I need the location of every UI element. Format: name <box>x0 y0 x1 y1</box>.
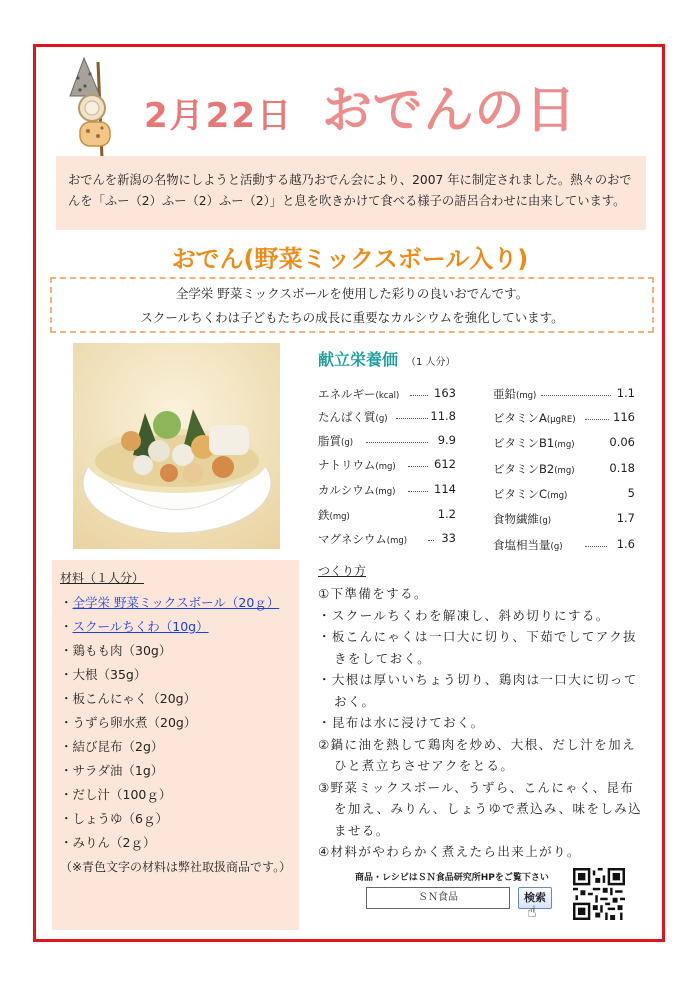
search-input[interactable]: ＳＮ食品 <box>366 887 510 909</box>
nutrient-value: 116 <box>613 410 635 424</box>
ingredients-header: 材料（１人分） <box>60 571 145 585</box>
ingredient-item[interactable]: ・スクールちくわ（10g） <box>60 619 209 634</box>
nutrition-row <box>318 433 456 451</box>
step-item: ・スクールちくわを解凍し、斜め切りにする。 <box>318 607 610 623</box>
nutrition-row <box>318 507 456 525</box>
nutrient-name: たんぱく質 <box>318 410 376 424</box>
nutrient-name: ビタミンB2 <box>493 462 555 476</box>
nutrient-unit: (mg) <box>386 536 408 546</box>
ingredient-text: サラダ油（1g） <box>72 763 164 778</box>
nutrient-name: ビタミンB1 <box>493 436 555 450</box>
instructions-header: つくり方 <box>318 564 367 578</box>
instructions <box>318 562 648 863</box>
nutrition-row <box>318 531 456 549</box>
nutrient-unit: (g) <box>341 438 354 448</box>
intro-text: おでんを新潟の名物にしようと活動する越乃おでん会により、2007 年に制定されました。熱々のおでんを「ふー（2）ふー（2）ふー（2）」と息を吹きかけて食べる様子の語呂合わせに由来しています。 <box>56 156 646 230</box>
nutrition-row <box>493 511 635 529</box>
nutrient-unit: (mg) <box>554 440 575 450</box>
nutrition-row <box>318 386 456 404</box>
page-title: おでんの日 <box>322 81 577 139</box>
ingredients-panel <box>52 560 299 930</box>
step-item: ①下準備をする。 <box>318 586 428 601</box>
ingredient-item: ・みりん（2ｇ） <box>60 835 156 850</box>
nutrient-name: 亜鉛 <box>493 387 516 401</box>
ingredient-item: ・うずら卵水煮（20g） <box>60 715 197 730</box>
step-item: ・板こんにゃくは一口大に切り、下茹でしてアク抜きをしておく。 <box>318 629 638 666</box>
step-item: ・昆布は水に浸けておく。 <box>318 715 485 730</box>
ingredient-text: 大根（35g） <box>72 667 147 682</box>
leader-dots <box>408 491 428 492</box>
date-title: 2月22日 <box>144 96 293 136</box>
ingredient-item: ・しょうゆ（6ｇ） <box>60 811 168 826</box>
nutrient-unit: (mg) <box>554 466 575 476</box>
leader-dots <box>408 466 428 467</box>
nutrient-name: エネルギー <box>318 387 376 401</box>
leader-dots <box>585 546 607 547</box>
nutrition-row <box>493 461 635 479</box>
oden-skewer-icon <box>58 56 130 160</box>
recipe-title: おでん(野菜ミックスボール入り) <box>171 245 529 273</box>
nutrient-value: 33 <box>441 531 456 545</box>
step-item: ・大根は厚いいちょう切り、鶏肉は一口大に切っておく。 <box>318 672 638 709</box>
ingredients-list <box>60 592 299 856</box>
description-line-1: 全学栄 野菜ミックスボールを使用した彩りの良いおでんです。 <box>175 286 529 301</box>
ingredient-text: うずら卵水煮（20g） <box>72 715 197 730</box>
nutrient-value: 0.06 <box>609 435 635 449</box>
nutrient-unit: (mg) <box>329 512 350 522</box>
leader-dots <box>541 395 611 396</box>
oden-dish-photo <box>73 343 280 549</box>
instructions-list <box>318 583 648 863</box>
nutrient-name: カルシウム <box>318 483 376 497</box>
nutrition-row <box>493 386 635 404</box>
nutrient-unit: (kcal) <box>375 391 400 401</box>
search-button[interactable]: 検索 <box>518 887 552 909</box>
nutrition-row <box>318 482 456 500</box>
nutrient-unit: (g) <box>550 542 563 552</box>
ingredient-text: 板こんにゃく（20g） <box>72 691 197 706</box>
step-item: ③野菜ミックスボール、うずら、こんにゃく、昆布を加え、みりん、しょうゆで煮込み、味をしみ込ませる。 <box>318 779 643 838</box>
nutrition-row <box>318 409 456 427</box>
ingredient-item: ・結び昆布（2g） <box>60 739 164 754</box>
ingredient-text: みりん（2ｇ） <box>72 835 156 850</box>
ingredient-item: ・だし汁（100ｇ） <box>60 787 172 802</box>
ingredient-item[interactable]: ・全学栄 野菜ミックスボール（20ｇ） <box>60 595 280 610</box>
nutrient-value: 1.2 <box>437 507 456 521</box>
leader-dots <box>410 395 428 396</box>
ingredient-text: 鶏もも肉（30g） <box>72 643 172 658</box>
nutrition-row <box>493 537 635 555</box>
nutrient-unit: (mg) <box>547 491 568 501</box>
nutrient-value: 1.7 <box>616 511 635 525</box>
nutrient-name: ビタミンA <box>493 411 547 425</box>
ingredient-text: 結び昆布（2g） <box>72 739 164 754</box>
nutrition-subtitle: （1 人分） <box>406 357 456 368</box>
leader-dots <box>366 442 428 443</box>
nutrient-name: ビタミンC <box>493 487 548 501</box>
description-line-2: スクールちくわは子どもたちの成長に重要なカルシウムを強化しています。 <box>140 310 564 325</box>
nutrition-row <box>493 486 635 504</box>
nutrient-name: 食塩相当量 <box>493 538 551 552</box>
ingredient-link[interactable]: 全学栄 野菜ミックスボール（20ｇ） <box>72 595 280 610</box>
nutrient-name: 鉄 <box>318 508 330 522</box>
nutrient-unit: (mg) <box>375 487 396 497</box>
leader-dots <box>396 418 428 419</box>
leader-dots <box>585 419 609 420</box>
nutrient-name: マグネシウム <box>318 532 387 546</box>
ingredient-link[interactable]: スクールちくわ（10g） <box>72 619 209 634</box>
ingredient-text: しょうゆ（6ｇ） <box>72 811 168 826</box>
nutrient-value: 612 <box>434 457 456 471</box>
nutrient-value: 5 <box>627 486 635 500</box>
nutrition-row <box>318 457 456 475</box>
nutrition-title: 献立栄養価 <box>318 350 399 369</box>
nutrient-value: 11.8 <box>430 409 456 423</box>
nutrition-row <box>493 410 635 428</box>
ingredients-note: （※青色文字の材料は弊社取扱商品です。） <box>60 860 292 874</box>
nutrient-value: 0.18 <box>609 461 635 475</box>
nutrition-header <box>318 347 456 370</box>
step-item: ④材料がやわらかく煮えたら出来上がり。 <box>318 844 581 859</box>
ingredient-item: ・鶏もも肉（30g） <box>60 643 172 658</box>
ingredient-item: ・サラダ油（1g） <box>60 763 164 778</box>
nutrition-row <box>493 435 635 453</box>
nutrient-name: 脂質 <box>318 434 341 448</box>
step-item: ②鍋に油を熱して鶏肉を炒め、大根、だし汁を加えひと煮立ちさせアクをとる。 <box>318 736 636 773</box>
ingredient-item: ・大根（35g） <box>60 667 147 682</box>
footer-caption: 商品・レシピはＳＮ食品研究所HPをご覧下さい <box>355 873 549 883</box>
ingredient-item: ・板こんにゃく（20g） <box>60 691 197 706</box>
recipe-description <box>50 277 654 333</box>
nutrient-name: ナトリウム <box>318 458 376 472</box>
nutrient-value: 1.6 <box>616 537 635 551</box>
leader-dots <box>428 540 434 541</box>
nutrient-value: 1.1 <box>616 386 635 400</box>
ingredient-text: だし汁（100ｇ） <box>72 787 172 802</box>
qr-code-icon[interactable] <box>573 868 625 920</box>
nutrient-value: 114 <box>434 482 456 496</box>
nutrient-unit: (μgRE) <box>546 415 576 425</box>
hand-pointer-icon: ☝ <box>527 902 537 921</box>
nutrient-unit: (mg) <box>516 391 537 401</box>
nutrient-value: 9.9 <box>437 433 456 447</box>
nutrient-unit: (g) <box>375 414 388 424</box>
nutrient-value: 163 <box>434 386 456 400</box>
nutrient-unit: (g) <box>539 516 552 526</box>
nutrient-name: 食物繊維 <box>493 512 539 526</box>
nutrient-unit: (mg) <box>375 462 396 472</box>
